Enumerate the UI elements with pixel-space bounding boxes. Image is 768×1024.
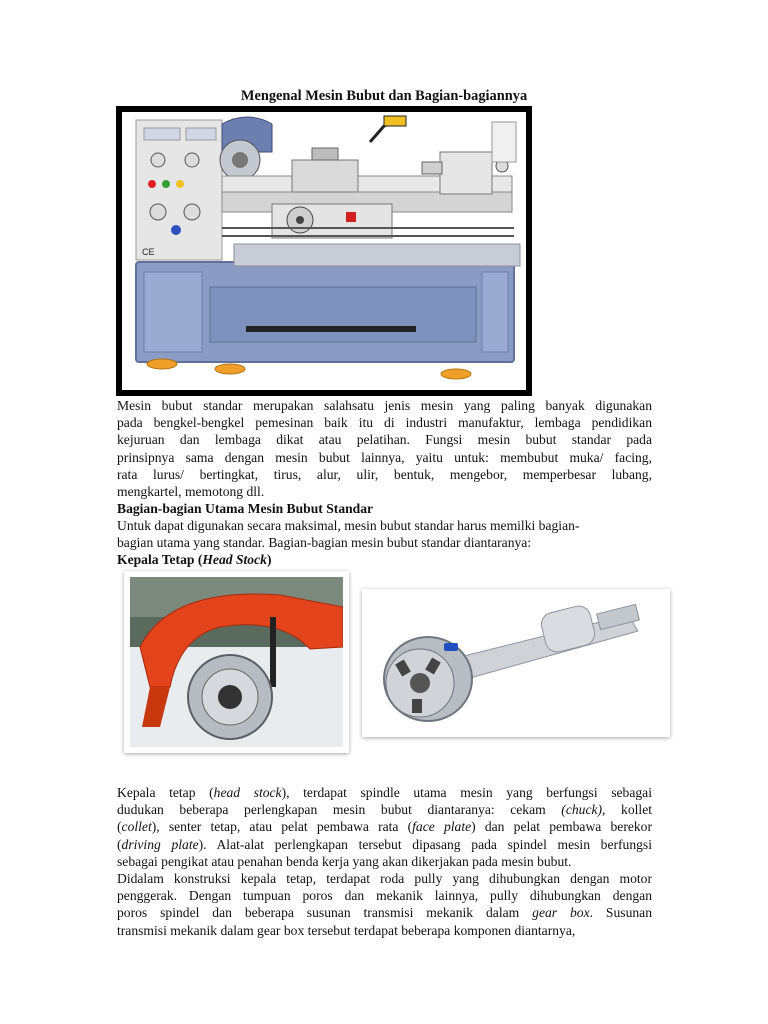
body-text: ). Alat-alat perlengkapan tersebut dipasang pada spindel mesin berfungsi — [198, 836, 652, 852]
body-line — [117, 801, 652, 818]
intro-line: kejuruan dan lembaga dikat atau pelatihan. Fungsi mesin bubut standar pada — [117, 432, 652, 448]
italic-term: gear box — [532, 905, 590, 921]
section-heading: Bagian-bagian Utama Mesin Bubut Standar — [117, 501, 374, 516]
body-line — [117, 853, 652, 870]
subheading-head-stock — [117, 551, 652, 568]
page-title: Mengenal Mesin Bubut dan Bagian-bagiannya — [240, 88, 528, 104]
section-line: Untuk dapat digunakan secara maksimal, mesin bubut standar harus memilki bagian- — [117, 518, 580, 533]
intro-line: prinsipnya sama dengan mesin bubut lainnya, yaitu untuk: membubut muka/ facing, — [117, 449, 652, 465]
spindle-chuck-illustration — [368, 595, 664, 731]
body-text: ), senter tetap, atau pelat pembawa rata ( — [151, 819, 413, 835]
body-line — [117, 818, 652, 835]
body-text: ), terdapat spindle utama mesin yang berfungsi sebagai — [281, 785, 652, 800]
body-text: penggerak. Dengan tumpuan poros dan mekanik lainnya, pully dihubungkan dengan — [117, 888, 652, 904]
intro-line: mengkartel, memotong dll. — [117, 483, 265, 499]
body-text: ( — [117, 819, 122, 835]
body-text: dudukan beberapa perlengkapan mesin bubut diantaranya: cekam — [117, 802, 562, 818]
body-text: transmisi mekanik dalam gear box tersebut terdapat beberapa komponen diantarnya, — [117, 922, 576, 938]
body-line — [117, 784, 652, 801]
body-text: . Susunan — [589, 905, 652, 921]
body-text: kollet — [605, 802, 652, 818]
intro-line: Mesin bubut standar merupakan salahsatu jenis mesin yang paling banyak digunakan — [117, 398, 652, 413]
intro-line: rata lurus/ bertingkat, tirus, alur, ulir, bentuk, mengebor, memperbesar lubang, — [117, 466, 652, 482]
subheading-close: ) — [266, 552, 272, 567]
italic-term: head stock — [213, 785, 282, 800]
body-text: Kepala tetap ( — [117, 785, 214, 800]
body-text: sebagai pengikat atau penahan benda kerja yang akan dikerjakan pada mesin bubut. — [117, 853, 572, 869]
body-line — [117, 870, 652, 887]
italic-term: collet — [121, 819, 152, 835]
body-line — [117, 904, 652, 921]
ce-mark: CE — [142, 247, 155, 257]
italic-term: face plate — [412, 819, 472, 835]
lathe-machine-illustration — [122, 112, 526, 390]
body-line — [117, 836, 652, 853]
spindle-chuck-photo — [362, 589, 670, 737]
lathe-machine-photo — [116, 106, 532, 396]
chuck-guard-illustration — [130, 577, 343, 747]
head-stock-paragraph — [117, 784, 652, 939]
section-line: bagian utama yang standar. Bagian-bagian mesin bubut standar diantaranya: — [117, 535, 532, 551]
body-text: poros spindel dan beberapa susunan transmisi mekanik dalam — [117, 905, 533, 921]
subheading-italic: Head Stock — [202, 552, 267, 567]
chuck-guard-photo — [124, 571, 349, 753]
section-paragraph — [117, 517, 652, 551]
body-line — [117, 922, 652, 939]
intro-paragraph — [117, 397, 652, 500]
body-text: ) dan pelat pembawa berekor — [471, 819, 652, 835]
body-line — [117, 887, 652, 904]
intro-line: pada bengkel-bengkel pemesinan baik itu di industri manufaktur, lembaga pendidikan — [117, 415, 652, 431]
body-text: ( — [117, 836, 122, 852]
subheading-text: Kepala Tetap ( — [117, 552, 203, 567]
italic-term: driving plate — [121, 836, 199, 852]
body-text: Didalam konstruksi kepala tetap, terdapat roda pully yang dihubungkan dengan motor — [117, 870, 652, 886]
italic-term: (chuck), — [561, 802, 606, 818]
